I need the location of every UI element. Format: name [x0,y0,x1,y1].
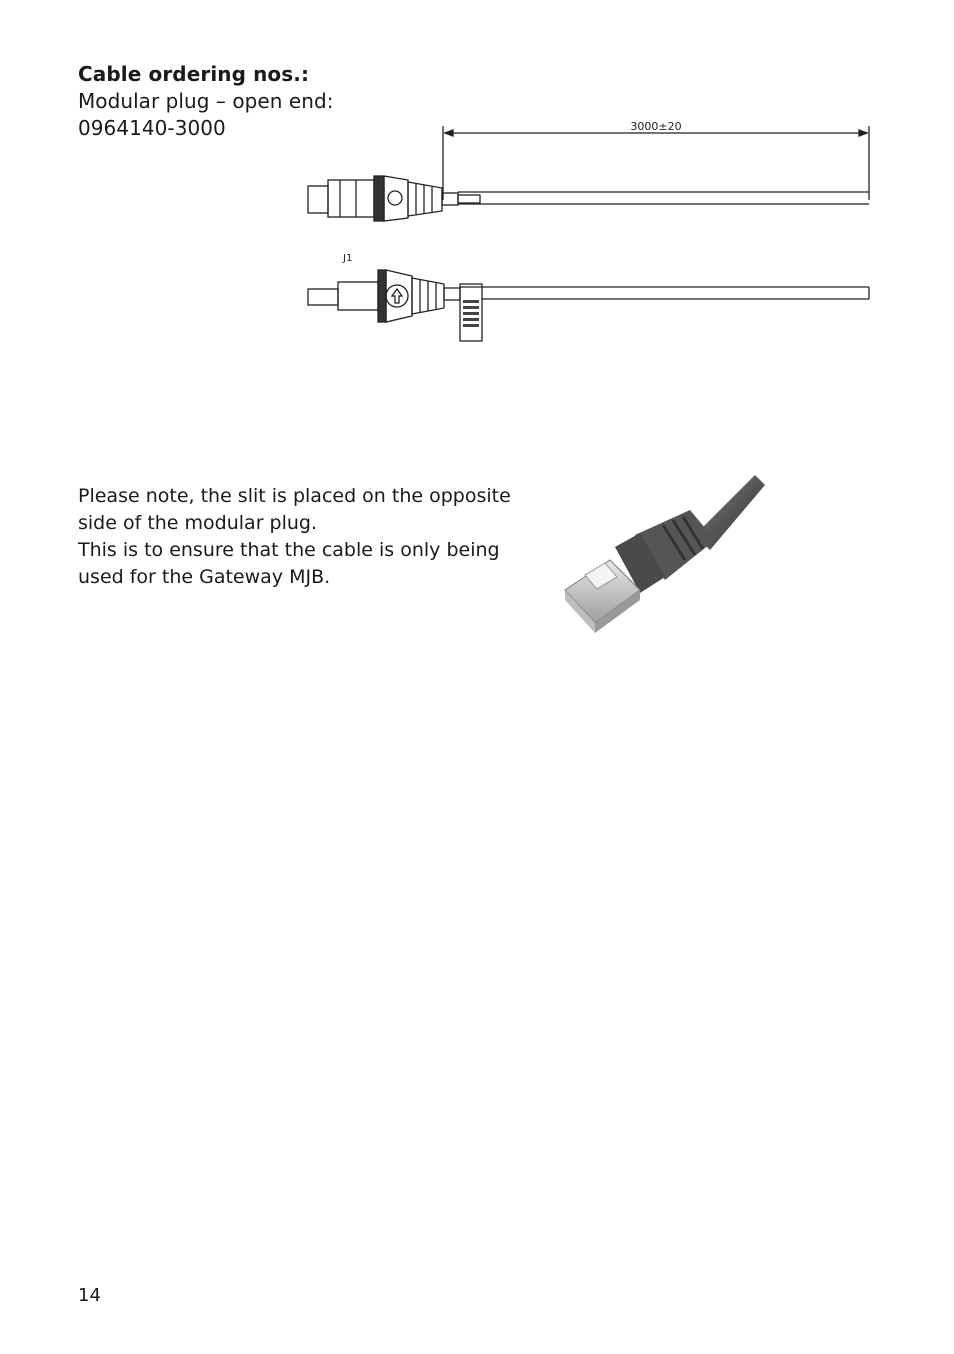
cable-ordering-heading: Cable ordering nos.: [78,62,310,86]
page-number: 14 [78,1285,101,1306]
part-number: 0964140-3000 [78,116,226,140]
note-line-1: Please note, the slit is placed on the opposite [78,485,511,507]
note-line-3: This is to ensure that the cable is only being [78,539,500,561]
connector-label: J1 [343,253,353,264]
note-line-4: used for the Gateway MJB. [78,566,331,588]
cable-technical-drawing [300,110,880,350]
cable-type-label: Modular plug – open end: [78,89,334,113]
modular-plug-photo [555,465,775,645]
dimension-label: 3000±20 [630,120,682,133]
note-line-2: side of the modular plug. [78,512,318,534]
